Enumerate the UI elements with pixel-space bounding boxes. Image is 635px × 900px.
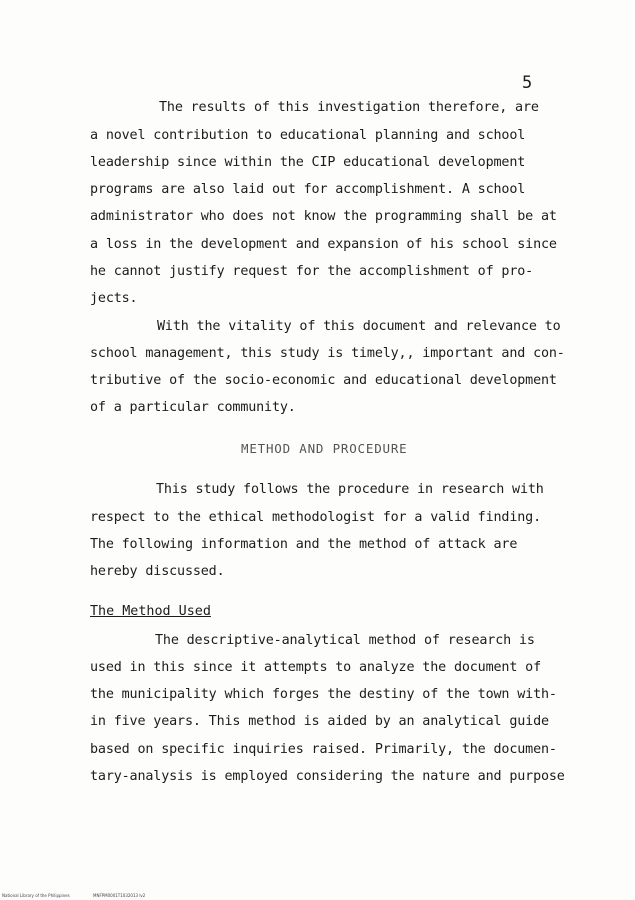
paragraph-4-line-6: tary-analysis is employed considering the nature and purpose	[90, 769, 565, 784]
paragraph-1-line-6: a loss in the development and expansion of his school since	[90, 237, 557, 252]
paragraph-1-line-1: The results of this investigation therefore, are	[159, 100, 539, 115]
paragraph-2-line-4: of a particular community.	[90, 400, 296, 415]
paragraph-3-line-4: hereby discussed.	[90, 564, 225, 579]
paragraph-4-line-3: the municipality which forges the destiny of the town with-	[90, 687, 557, 702]
footer-library: National Library of the Philippines	[2, 893, 70, 898]
paragraph-2-line-2: school management, this study is timely,, important and con-	[90, 346, 565, 361]
section-heading: METHOD AND PROCEDURE	[241, 441, 408, 456]
paragraph-3-line-1: This study follows the procedure in research with	[156, 482, 544, 497]
paragraph-2-line-1: With the vitality of this document and relevance to	[157, 319, 561, 334]
paragraph-1-line-3: leadership since within the CIP educational development	[90, 155, 526, 170]
scan-footer	[2, 893, 167, 898]
subsection-heading: The Method Used	[90, 604, 211, 619]
paragraph-3-line-2: respect to the ethical methodologist for a valid finding.	[90, 510, 541, 525]
paragraph-1-line-4: programs are also laid out for accomplishment. A school	[90, 182, 526, 197]
paragraph-4-line-5: based on specific inquiries raised. Primarily, the documen-	[90, 742, 557, 757]
paragraph-4-line-4: in five years. This method is aided by an analytical guide	[90, 714, 549, 729]
paragraph-2-line-3: tributive of the socio-economic and educational development	[90, 373, 557, 388]
paragraph-1-line-5: administrator who does not know the programming shall be at	[90, 209, 557, 224]
paragraph-4-line-2: used in this since it attempts to analyze the document of	[90, 660, 541, 675]
footer-code: MNFPM0001T1032013 lv2	[93, 893, 146, 898]
paragraph-1-line-7: he cannot justify request for the accomplishment of pro-	[90, 264, 534, 279]
paragraph-1-line-8: jects.	[90, 291, 138, 306]
paragraph-3-line-3: The following information and the method of attack are	[90, 537, 518, 552]
page-number: 5	[522, 73, 533, 93]
paragraph-1-line-2: a novel contribution to educational planning and school	[90, 128, 526, 143]
paragraph-4-line-1: The descriptive-analytical method of research is	[155, 633, 535, 648]
